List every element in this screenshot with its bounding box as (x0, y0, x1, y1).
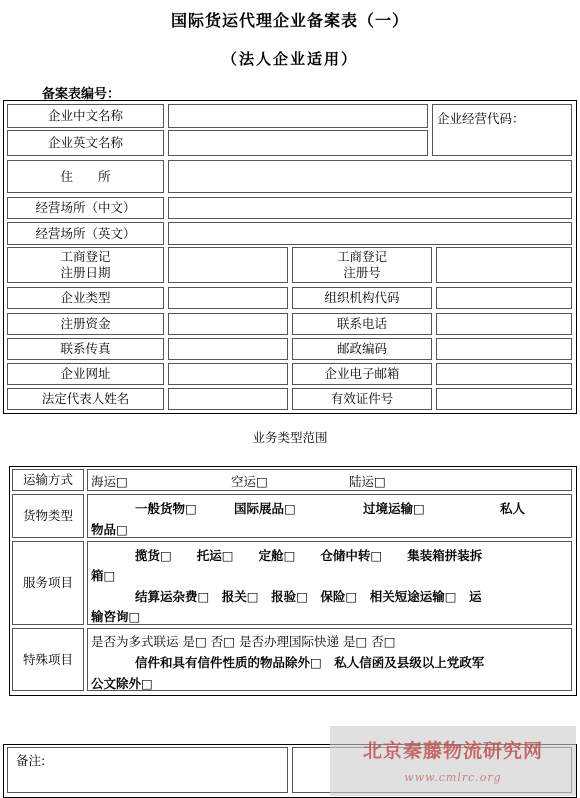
label-legal-rep: 法定代表人姓名 (7, 388, 164, 410)
label-phone: 联系电话 (292, 313, 432, 335)
premises-cn-field[interactable] (168, 197, 572, 219)
service-line-2: 箱□ (91, 568, 116, 583)
label-premises-en: 经营场所（英文） (7, 222, 164, 245)
label-services: 服务项目 (12, 541, 84, 625)
website-field[interactable] (168, 363, 288, 385)
label-business-code: 企业经营代码： (432, 104, 572, 156)
address-field[interactable] (168, 160, 572, 193)
id-doc-field[interactable] (436, 388, 572, 410)
form-title: 国际货运代理企业备案表（一） (170, 11, 409, 30)
postcode-field[interactable] (436, 338, 572, 360)
label-reg-date: 工商登记 注册日期 (7, 247, 164, 283)
special-line-3: 公文除外□ (91, 676, 153, 691)
capital-field[interactable] (168, 313, 288, 335)
label-address: 住 所 (7, 160, 164, 193)
label-special: 特殊项目 (12, 628, 84, 691)
transport-sea-option[interactable]: 海运□ (91, 474, 128, 489)
service-line-1[interactable]: 揽货□ 托运□ 定舱□ 仓储中转□ 集装箱拼装拆 (135, 548, 483, 563)
cargo-personal-option[interactable]: 私人 (500, 501, 526, 516)
label-cargo: 货物类型 (12, 494, 84, 538)
label-transport: 运输方式 (12, 469, 84, 491)
watermark-url: www.cmlrc.org (404, 771, 502, 784)
org-code-field[interactable] (436, 287, 572, 309)
cargo-general-option[interactable]: 一般货物□ (135, 501, 197, 516)
label-company-name-en: 企业英文名称 (7, 130, 164, 156)
cargo-exhibits-option[interactable]: 国际展品□ (234, 501, 296, 516)
special-line-1[interactable]: 是否为多式联运 是□ 否□ 是否办理国际快递 是□ 否□ (91, 634, 396, 649)
label-reg-number: 工商登记 注册号 (292, 247, 432, 283)
transport-land-option[interactable]: 陆运□ (349, 474, 386, 489)
transport-options (87, 469, 572, 491)
company-name-en-field[interactable] (168, 130, 428, 156)
legal-rep-field[interactable] (168, 388, 288, 410)
label-postcode: 邮政编码 (292, 338, 432, 360)
label-capital: 注册资金 (7, 313, 164, 335)
form-subtitle: （法人企业适用） (221, 50, 358, 68)
company-name-cn-field[interactable] (168, 104, 428, 128)
premises-en-field[interactable] (168, 222, 572, 245)
special-line-2[interactable]: 信件和具有信件性质的物品除外□ 私人信函及县级以上党政军 (135, 655, 485, 670)
label-org-code: 组织机构代码 (292, 287, 432, 309)
reg-number-field[interactable] (436, 247, 572, 283)
cargo-personal-option-cont: 物品□ (91, 522, 128, 537)
fax-field[interactable] (168, 338, 288, 360)
watermark-name: 北京秦藤物流研究网 (362, 740, 543, 762)
label-company-name-cn: 企业中文名称 (7, 104, 164, 128)
filing-number-label: 备案表编号： (42, 87, 121, 102)
label-premises-cn: 经营场所（中文） (7, 197, 164, 219)
service-line-4: 输咨询□ (91, 609, 141, 624)
label-email: 企业电子邮箱 (292, 363, 432, 385)
remarks-label: 备注: (7, 747, 288, 793)
label-fax: 联系传真 (7, 338, 164, 360)
phone-field[interactable] (436, 313, 572, 335)
business-scope-title: 业务类型范围 (252, 430, 328, 445)
email-field[interactable] (436, 363, 572, 385)
company-type-field[interactable] (168, 287, 288, 309)
label-website: 企业网址 (7, 363, 164, 385)
cargo-transit-option[interactable]: 过境运输□ (363, 501, 425, 516)
label-id-doc: 有效证件号 (292, 388, 432, 410)
label-company-type: 企业类型 (7, 287, 164, 309)
transport-air-option[interactable]: 空运□ (231, 474, 268, 489)
service-line-3[interactable]: 结算运杂费□ 报关□ 报验□ 保险□ 相关短途运输□ 运 (135, 589, 482, 604)
reg-date-field[interactable] (168, 247, 288, 283)
